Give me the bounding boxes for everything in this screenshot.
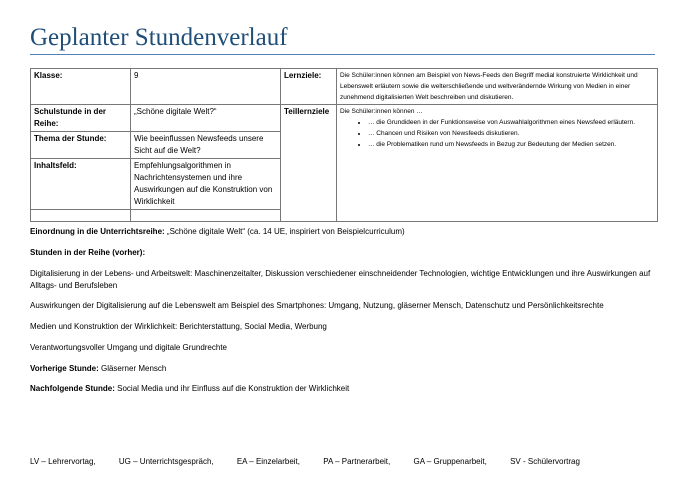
stunden-heading: Stunden in der Reihe (vorher): <box>30 248 146 257</box>
thema-label: Thema der Stunde: <box>31 132 131 159</box>
teillernziele-label: Teillernziele <box>281 105 337 222</box>
stunde-item: Verantwortungsvoller Umgang und digitale Grundrechte <box>30 343 228 352</box>
nachfolgende-label: Nachfolgende Stunde: <box>30 384 115 393</box>
einordnung-text: „Schöne digitale Welt“ (ca. 14 UE, inspiriert von Beispielcurriculum) <box>166 227 405 236</box>
abbreviation-legend <box>30 457 601 466</box>
inhaltsfeld-label: Inhaltsfeld: <box>31 159 131 210</box>
inhaltsfeld-value: Empfehlungsalgorithmen in Nachrichtensystemen und ihre Auswirkungen auf die Konstruktion von Wirklichkeit <box>131 159 281 210</box>
lernziele-text: Die Schüler:innen können am Beispiel von News-Feeds den Begriff medial konstruierte Wirklichkeit und Lebenswelt erläutern sowie die welterschließende und weltverändernde Wirkung von Medien in einer zunehmend digitalisierten Welt beschreiben und diskutieren. <box>337 69 658 105</box>
vorherige-label: Vorherige Stunde: <box>30 364 99 373</box>
nachfolgende-text: Social Media und ihr Einfluss auf die Konstruktion der Wirklichkeit <box>117 384 350 393</box>
empty-cell <box>31 210 131 222</box>
legend-item: EA – Einzelarbeit, <box>236 457 300 466</box>
teillernziele-list <box>340 117 654 150</box>
empty-cell <box>131 210 281 222</box>
title-divider <box>30 54 655 55</box>
legend-item: SV - Schülervortrag <box>510 457 580 466</box>
lesson-plan-table <box>30 68 658 222</box>
list-item: • … die Problematiken rund um Newsfeeds in Bezug zur Bedeutung der Medien setzen. <box>368 139 654 150</box>
lernziele-label: Lernziele: <box>281 69 337 105</box>
table-row <box>31 105 658 132</box>
schulstunde-value: „Schöne digitale Welt?“ <box>131 105 281 132</box>
einordnung-paragraph <box>30 226 660 238</box>
stunde-item: Medien und Konstruktion der Wirklichkeit: Berichterstattung, Social Media, Werbung <box>30 322 327 331</box>
teillernziele-cell <box>337 105 658 222</box>
legend-item: UG – Unterrichtsgespräch, <box>118 457 214 466</box>
legend-item: PA – Partnerarbeit, <box>323 457 391 466</box>
klasse-label: Klasse: <box>31 69 131 105</box>
klasse-value: 9 <box>131 69 281 105</box>
vorherige-text: Gläserner Mensch <box>100 364 167 373</box>
stunde-item: Auswirkungen der Digitalisierung auf die Lebenswelt am Beispiel des Smartphones: Umgang, Nutzung, gläserner Mensch, Datenschutz und Persönlichkeitsrechte <box>30 301 604 310</box>
list-item: • … Chancen und Risiken von Newsfeeds diskutieren. <box>368 128 654 139</box>
teillernziele-intro: Die Schüler:innen können … <box>340 108 423 115</box>
table-row <box>31 69 658 105</box>
schulstunde-label: Schulstunde in der Reihe: <box>31 105 131 132</box>
legend-item: GA – Gruppenarbeit, <box>413 457 487 466</box>
einordnung-label: Einordnung in die Unterrichtsreihe: <box>30 227 165 236</box>
nachfolgende-stunde <box>30 383 660 395</box>
thema-value: Wie beeinflussen Newsfeeds unsere Sicht auf die Welt? <box>131 132 281 159</box>
vorherige-stunde <box>30 363 660 375</box>
list-item: • … die Grundideen in der Funktionsweise von Auswahlalgorithmen eines Newsfeed erläutern. <box>368 117 654 128</box>
legend-item: LV – Lehrervortag, <box>30 457 96 466</box>
stunde-item: Digitalisierung in der Lebens- und Arbeitswelt: Maschinenzeitalter, Diskussion verschiedener einschneidender Technologien, wichtige Entwicklungen und ihre Auswirkungen auf Alltags- und Berufsleben <box>30 269 651 290</box>
page-title: Geplanter Stundenverlauf <box>30 24 288 51</box>
